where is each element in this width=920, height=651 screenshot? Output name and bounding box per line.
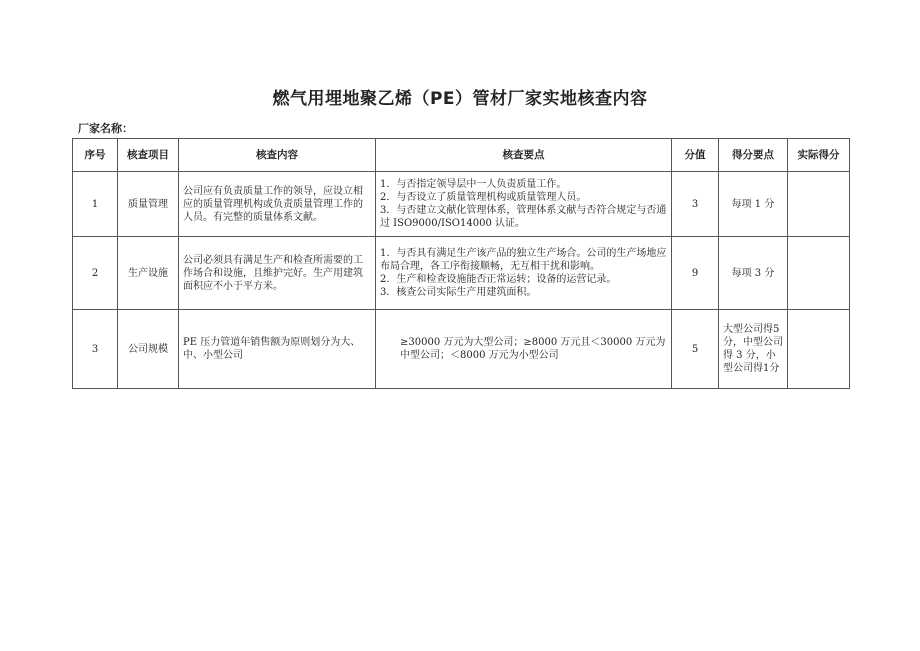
row-score: 5 [672, 310, 719, 389]
row-score-rule: 每项 1 分 [719, 172, 788, 237]
table-row [73, 237, 850, 310]
row-no: 2 [73, 237, 118, 310]
row-actual-score[interactable] [788, 172, 850, 237]
row-actual-score[interactable] [788, 310, 850, 389]
row-points [376, 237, 672, 310]
inspection-table [72, 138, 850, 389]
row-score-rule: 每项 3 分 [719, 237, 788, 310]
row-no: 1 [73, 172, 118, 237]
point-line: 2．生产和检查设施能否正常运转；设备的运营记录。 [380, 274, 617, 285]
row-points [376, 172, 672, 237]
point-line: ≥30000 万元为大型公司；≥8000 万元且＜30000 万元为中型公司；＜8000 万元为小型公司 [400, 337, 666, 361]
row-content: 公司必须具有满足生产和检查所需要的工作场合和设施，且维护完好。生产用建筑面积应不小于平方米。 [179, 237, 376, 310]
header-points: 核查要点 [376, 139, 672, 172]
row-content: PE 压力管道年销售额为原则划分为大、中、小型公司 [179, 310, 376, 389]
row-score-rule: 大型公司得5分，中型公司得 3 分，小型公司得1分 [719, 310, 788, 389]
header-score: 分值 [672, 139, 719, 172]
header-no: 序号 [73, 139, 118, 172]
point-line: 3．与否建立文献化管理体系，管理体系文献与否符合规定与否通过 ISO9000/ISO14000 认证。 [380, 205, 667, 229]
row-points [376, 310, 672, 389]
point-line: 3．核查公司实际生产用建筑面积。 [380, 287, 537, 298]
table-row [73, 172, 850, 237]
row-actual-score[interactable] [788, 237, 850, 310]
table-row [73, 310, 850, 389]
header-score-rule: 得分要点 [719, 139, 788, 172]
point-line: 1．与否具有满足生产该产品的独立生产场合。公司的生产场地应布局合理，各工序衔接顺畅，无互相干扰和影响。 [380, 248, 667, 272]
row-item: 质量管理 [118, 172, 179, 237]
header-actual-score: 实际得分 [788, 139, 850, 172]
header-row [73, 139, 850, 172]
row-no: 3 [73, 310, 118, 389]
row-item: 公司规模 [118, 310, 179, 389]
row-score: 9 [672, 237, 719, 310]
manufacturer-name-label: 厂家名称： [78, 122, 133, 135]
row-item: 生产设施 [118, 237, 179, 310]
point-line: 2．与否设立了质量管理机构或质量管理人员。 [380, 192, 587, 203]
row-content: 公司应有负责质量工作的领导，应设立相应的质量管理机构或负责质量管理工作的人员。有完整的质量体系文献。 [179, 172, 376, 237]
point-line: 1．与否指定领导层中一人负责质量工作。 [380, 179, 567, 190]
header-item: 核查项目 [118, 139, 179, 172]
row-score: 3 [672, 172, 719, 237]
page-title: 燃气用埋地聚乙烯（PE）管材厂家实地核查内容 [272, 89, 648, 109]
header-content: 核查内容 [179, 139, 376, 172]
